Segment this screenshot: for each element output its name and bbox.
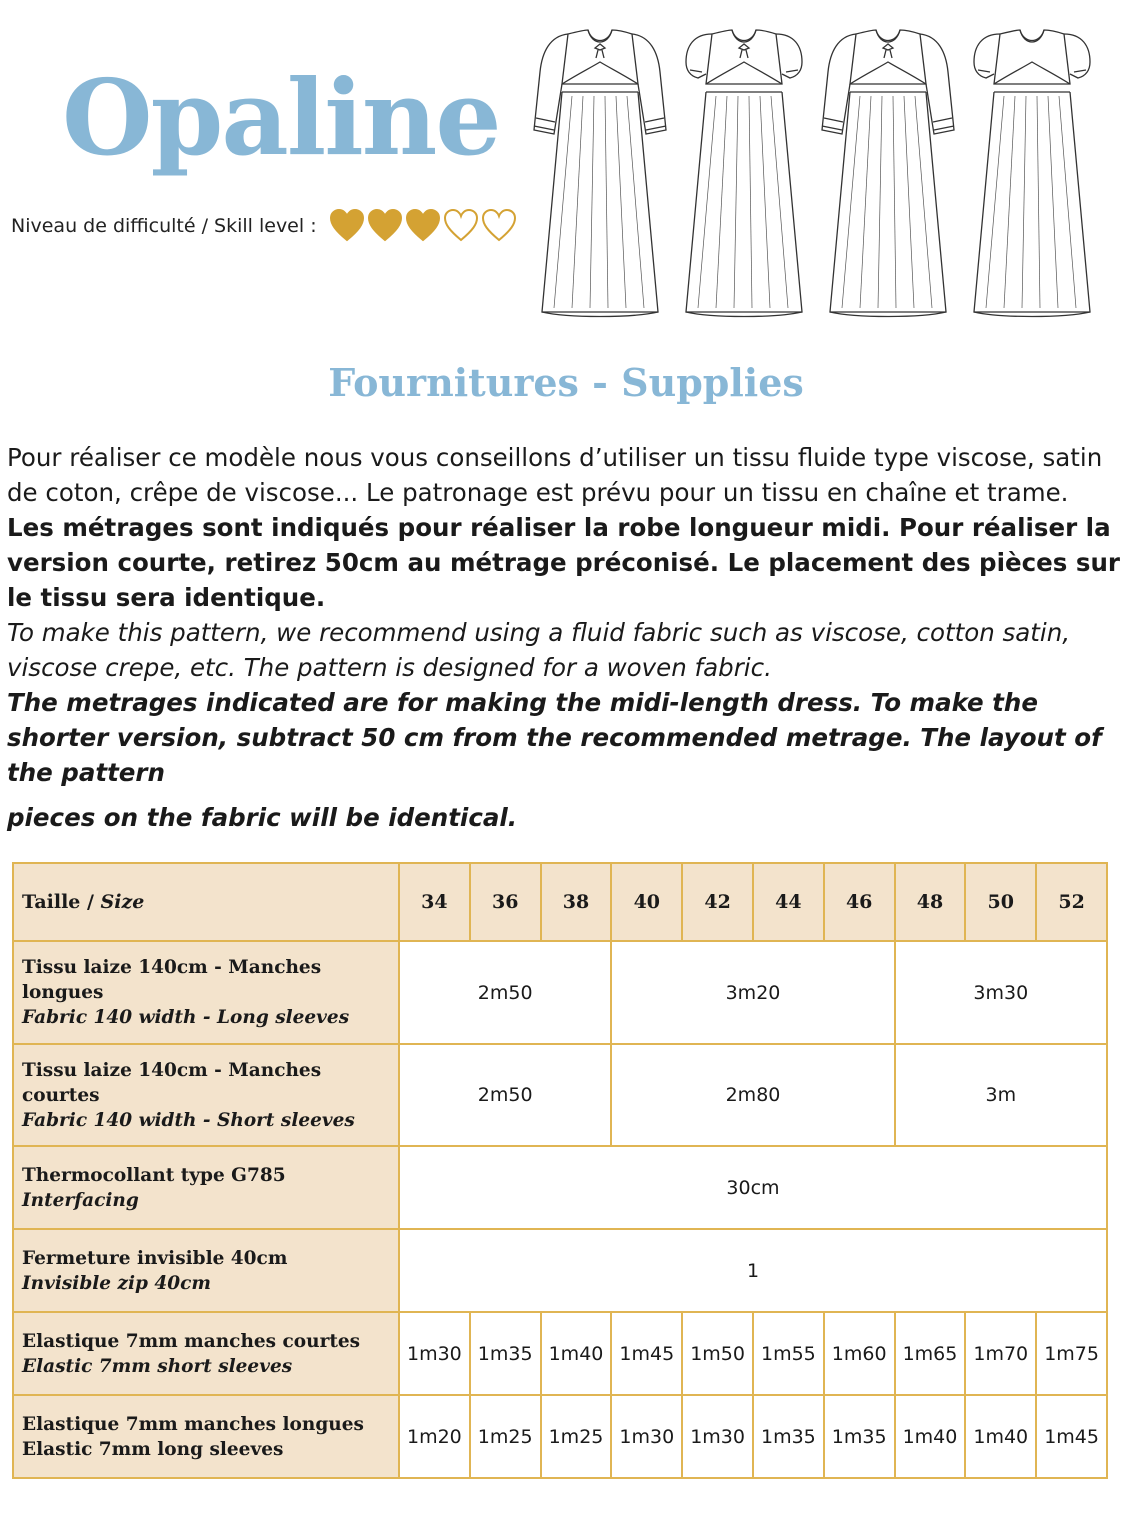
long-sleeve-dress-icon bbox=[822, 30, 954, 317]
value-cell: 1m30 bbox=[682, 1395, 753, 1478]
size-cell: 52 bbox=[1036, 863, 1107, 941]
intro-en-bold-italic: The metrages indicated are for making the midi-length dress. To make the shorter version, subtract 50 cm from the recommended metrage. The layout of the pattern bbox=[7, 688, 1102, 787]
size-cell: 44 bbox=[753, 863, 824, 941]
value-cell: 1m25 bbox=[541, 1395, 612, 1478]
row-label: Elastique 7mm manches courtes Elastic 7mm short sleeves bbox=[13, 1312, 399, 1395]
table-row bbox=[13, 1229, 1107, 1312]
value-cell: 1m65 bbox=[895, 1312, 966, 1395]
table-row bbox=[13, 1044, 1107, 1146]
supplies-table bbox=[12, 862, 1108, 1479]
size-cell: 34 bbox=[399, 863, 470, 941]
value-cell: 1m45 bbox=[611, 1312, 682, 1395]
long-sleeve-dress-icon bbox=[534, 30, 666, 317]
size-cell: 40 bbox=[611, 863, 682, 941]
intro-fr-bold: Les métrages sont indiqués pour réaliser la robe longueur midi. Pour réaliser la version courte, retirez 50cm au métrage préconisé. Le placement des pièces sur le tissu sera identique. bbox=[7, 513, 1120, 612]
skill-level-label: Niveau de difficulté / Skill level : bbox=[11, 215, 317, 237]
skill-hearts bbox=[329, 208, 517, 244]
value-cell: 1m25 bbox=[470, 1395, 541, 1478]
table-header-row bbox=[13, 863, 1107, 941]
value-cell: 1m50 bbox=[682, 1312, 753, 1395]
value-cell: 1m35 bbox=[470, 1312, 541, 1395]
value-cell: 1 bbox=[399, 1229, 1107, 1312]
value-cell: 2m50 bbox=[399, 1044, 611, 1146]
value-cell: 1m35 bbox=[824, 1395, 895, 1478]
value-cell: 1m45 bbox=[1036, 1395, 1107, 1478]
table-row bbox=[13, 1146, 1107, 1229]
size-header: Taille / Size bbox=[13, 863, 399, 941]
heart-filled-icon bbox=[405, 208, 441, 244]
value-cell: 1m60 bbox=[824, 1312, 895, 1395]
dress-illustrations bbox=[528, 22, 1104, 320]
heart-filled-icon bbox=[367, 208, 403, 244]
value-cell: 1m20 bbox=[399, 1395, 470, 1478]
row-label: Tissu laize 140cm - Manches courtes Fabric 140 width - Short sleeves bbox=[13, 1044, 399, 1146]
value-cell: 2m50 bbox=[399, 941, 611, 1044]
intro-en-italic: To make this pattern, we recommend using a fluid fabric such as viscose, cotton satin, viscose crepe, etc. The pattern is designed for a woven fabric. bbox=[7, 618, 1071, 682]
size-cell: 50 bbox=[965, 863, 1036, 941]
section-title: Fournitures - Supplies bbox=[328, 360, 804, 405]
row-label: Thermocollant type G785 Interfacing bbox=[13, 1146, 399, 1229]
heart-outline-icon bbox=[443, 208, 479, 244]
intro-en-bold-italic-end: pieces on the fabric will be identical. bbox=[7, 803, 518, 832]
heart-outline-icon bbox=[481, 208, 517, 244]
table-row bbox=[13, 1395, 1107, 1478]
row-label: Fermeture invisible 40cm Invisible zip 40cm bbox=[13, 1229, 399, 1312]
value-cell: 1m75 bbox=[1036, 1312, 1107, 1395]
skill-level bbox=[11, 208, 517, 244]
value-cell: 1m40 bbox=[541, 1312, 612, 1395]
pattern-title: Opaline bbox=[62, 56, 500, 179]
row-label: Elastique 7mm manches longues Elastic 7mm long sleeves bbox=[13, 1395, 399, 1478]
value-cell: 2m80 bbox=[611, 1044, 894, 1146]
size-cell: 46 bbox=[824, 863, 895, 941]
value-cell: 30cm bbox=[399, 1146, 1107, 1229]
heart-filled-icon bbox=[329, 208, 365, 244]
value-cell: 3m bbox=[895, 1044, 1107, 1146]
row-label: Tissu laize 140cm - Manches longues Fabric 140 width - Long sleeves bbox=[13, 941, 399, 1044]
short-sleeve-dress-icon bbox=[974, 30, 1090, 317]
size-cell: 48 bbox=[895, 863, 966, 941]
value-cell: 1m40 bbox=[895, 1395, 966, 1478]
intro-text bbox=[7, 440, 1125, 835]
value-cell: 1m55 bbox=[753, 1312, 824, 1395]
short-sleeve-dress-icon bbox=[686, 30, 802, 317]
table-row bbox=[13, 941, 1107, 1044]
table-row bbox=[13, 1312, 1107, 1395]
size-cell: 36 bbox=[470, 863, 541, 941]
value-cell: 1m40 bbox=[965, 1395, 1036, 1478]
value-cell: 3m20 bbox=[611, 941, 894, 1044]
size-cell: 42 bbox=[682, 863, 753, 941]
value-cell: 1m35 bbox=[753, 1395, 824, 1478]
value-cell: 1m70 bbox=[965, 1312, 1036, 1395]
value-cell: 1m30 bbox=[399, 1312, 470, 1395]
intro-fr-regular: Pour réaliser ce modèle nous vous conseillons d’utiliser un tissu fluide type viscose, satin de coton, crêpe de viscose... Le patronage est prévu pour un tissu en chaîne et trame. bbox=[7, 443, 1103, 507]
size-cell: 38 bbox=[541, 863, 612, 941]
value-cell: 1m30 bbox=[611, 1395, 682, 1478]
value-cell: 3m30 bbox=[895, 941, 1107, 1044]
